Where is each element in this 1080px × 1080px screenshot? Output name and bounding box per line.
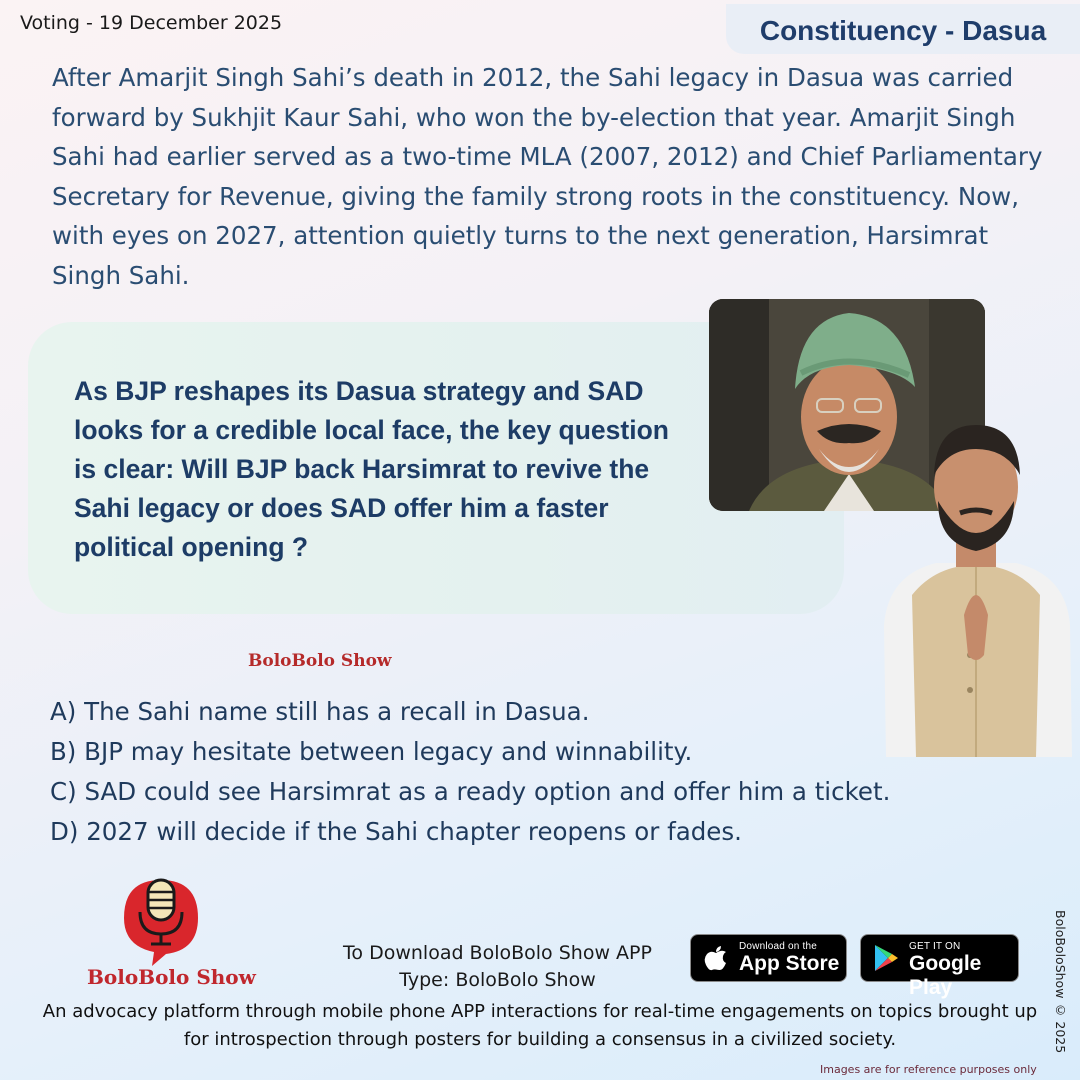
app-store-button[interactable] — [690, 934, 847, 982]
option-b: B) BJP may hesitate between legacy and winnability. — [50, 737, 693, 766]
microphone-icon — [118, 872, 204, 968]
app-store-label: App Store — [739, 952, 840, 975]
constituency-title: Constituency - Dasua — [726, 4, 1080, 54]
option-d: D) 2027 will decide if the Sahi chapter reopens or fades. — [50, 817, 742, 846]
footer-text: An advocacy platform through mobile phone APP interactions for real-time engagements on topics brought up for introspection through posters for building a consensus in a civilized society. — [42, 1001, 1038, 1050]
google-play-small-label: GET IT ON — [909, 941, 961, 952]
app-store-small-label: Download on the — [739, 941, 818, 952]
google-play-icon — [873, 944, 899, 972]
option-c: C) SAD could see Harsimrat as a ready option and offer him a ticket. — [50, 777, 891, 806]
copyright-text: BoloBoloShow © 2025 — [1053, 910, 1068, 1054]
voting-date: Voting - 19 December 2025 — [20, 12, 283, 34]
apple-icon — [703, 944, 729, 972]
options-list — [50, 692, 1050, 852]
google-play-label: Google Play — [909, 952, 982, 999]
question-text: As BJP reshapes its Dasua strategy and SAD looks for a credible local face, the key question is clear: Will BJP back Harsimrat to revive the Sahi legacy or does SAD offer him a faster political opening ? — [74, 376, 669, 562]
option-a: A) The Sahi name still has a recall in Dasua. — [50, 697, 590, 726]
disclaimer-text: Images are for reference purposes only — [820, 1063, 1037, 1076]
download-line: To Download BoloBolo Show APP — [343, 942, 652, 964]
brand-logo-text: BoloBolo Show — [87, 965, 256, 989]
watermark-text: BoloBolo Show — [248, 651, 392, 671]
download-instructions — [325, 940, 670, 994]
intro-paragraph: After Amarjit Singh Sahi’s death in 2012, the Sahi legacy in Dasua was carried forward by Sukhjit Kaur Sahi, who won the by-election that year. Amarjit Singh Sahi had earlier served as a two-time MLA (2007, 2012) and Chief Parliamentary Secretary for Revenue, giving the family strong roots in the constituency. Now, with eyes on 2027, attention quietly turns to the next generation, Harsimrat Singh Sahi. — [52, 63, 1043, 290]
google-play-button[interactable] — [860, 934, 1019, 999]
download-type-line: Type: BoloBolo Show — [399, 969, 596, 991]
